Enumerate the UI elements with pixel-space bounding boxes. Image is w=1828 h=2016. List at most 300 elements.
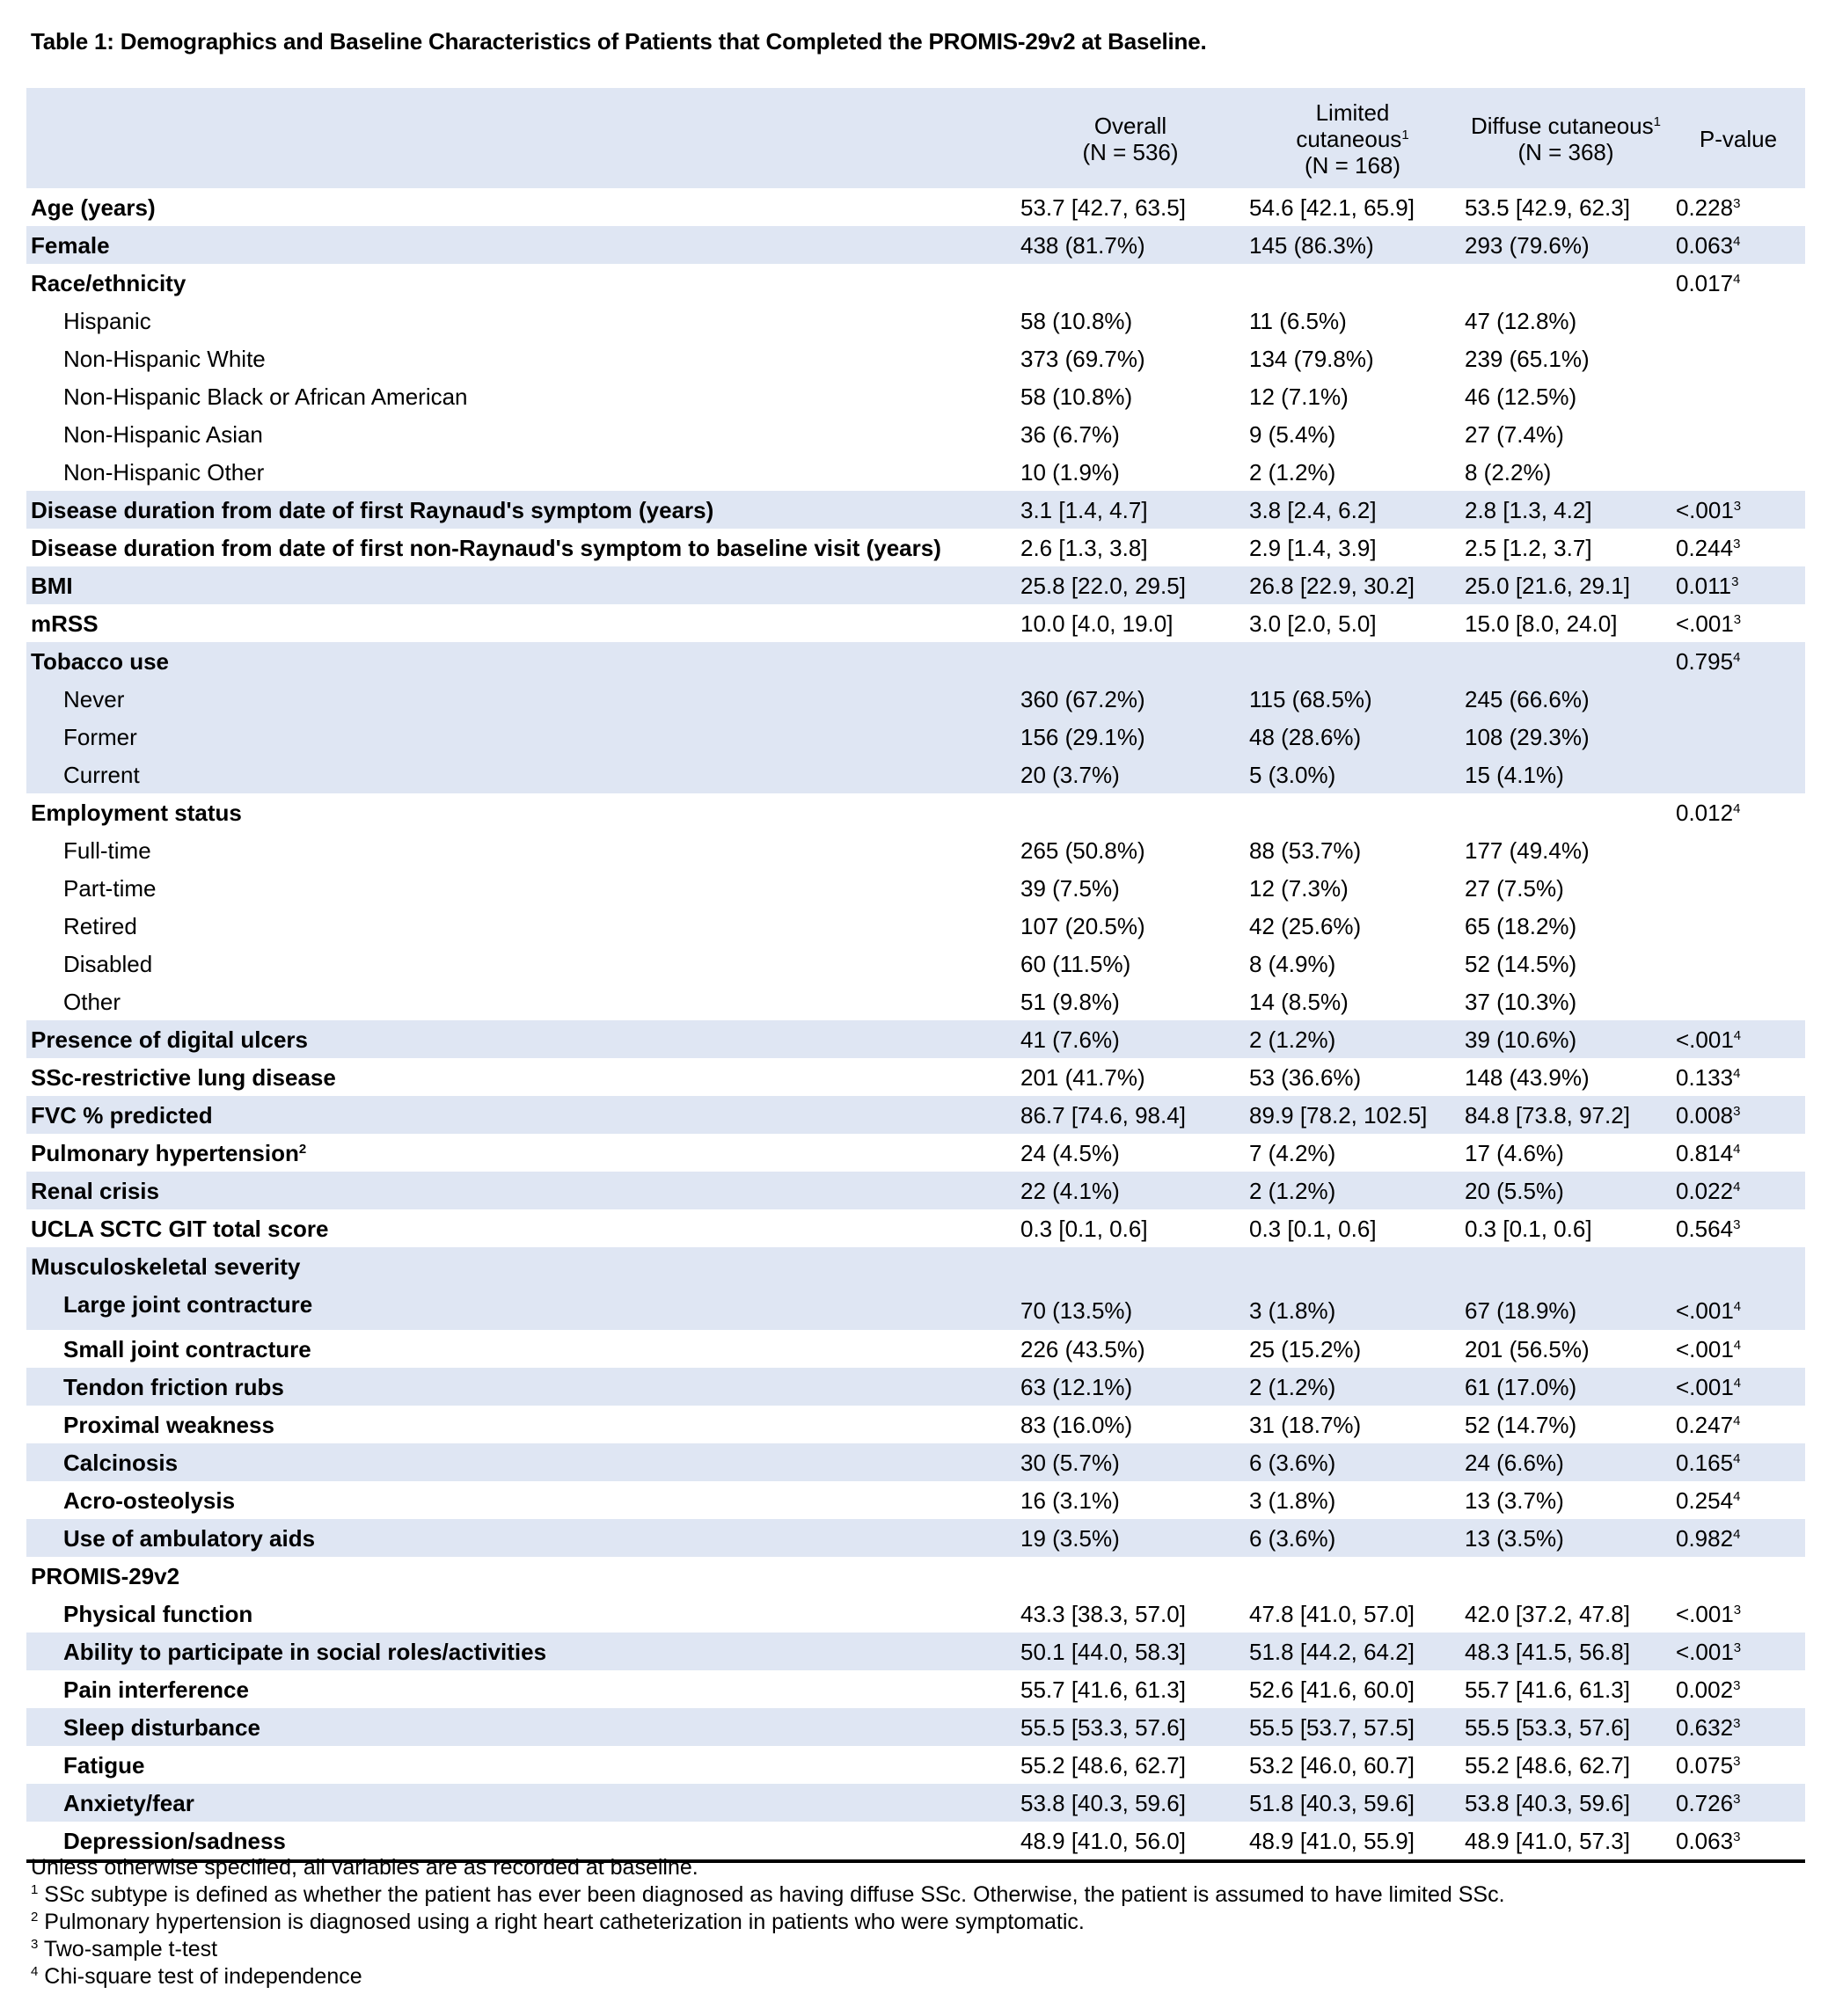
footnote-text: Chi-square test of independence <box>38 1964 362 1989</box>
table-row <box>26 1595 1805 1633</box>
cell-overall: 48.9 [41.0, 56.0] <box>1016 1822 1245 1861</box>
cell-diffuse: 17 (4.6%) <box>1465 1139 1564 1166</box>
row-label: Pulmonary hypertension$^2$ <box>31 1139 307 1166</box>
header-variable <box>26 88 1016 188</box>
cell-overall: 19 (3.5%) <box>1016 1519 1245 1557</box>
cell-limited: 11 (6.5%) <box>1249 307 1347 334</box>
cell-overall: 58 (10.8%) <box>1020 383 1133 410</box>
table-row <box>26 302 1805 340</box>
cell-limited: 5 (3.0%) <box>1245 756 1460 793</box>
test-marker: 3 <box>1733 195 1741 211</box>
table-row <box>26 982 1805 1020</box>
cell-pvalue: 0.564$^3$ <box>1676 1215 1741 1242</box>
cell-limited: 3 (1.8%) <box>1245 1247 1460 1330</box>
footnote-mark: 4 <box>31 1964 39 1979</box>
cell-overall: 265 (50.8%) <box>1020 836 1145 864</box>
cell-diffuse: 15 (4.1%) <box>1460 756 1671 793</box>
header-limited: Limited cutaneous$^1$ (N = 168) <box>1245 88 1460 188</box>
footnote <box>31 1936 1505 1963</box>
row-label: Anxiety/fear <box>26 1784 1016 1822</box>
table-notes <box>31 1854 1505 1990</box>
cell-pvalue: 0.022$^4$ <box>1671 1172 1805 1209</box>
table-row <box>26 869 1805 907</box>
header-diffuse: Diffuse cutaneous$^1$ (N = 368) <box>1460 88 1671 188</box>
cell-overall: 36 (6.7%) <box>1020 420 1120 448</box>
cell-limited: 0.3 [0.1, 0.6] <box>1249 1215 1377 1242</box>
test-marker: 4 <box>1733 1337 1742 1353</box>
cell-pvalue <box>1671 1557 1805 1595</box>
cell-pvalue: 0.008$^3$ <box>1671 1096 1805 1134</box>
cell-diffuse: 25.0 [21.6, 29.1] <box>1460 566 1671 604</box>
cell-diffuse <box>1460 642 1671 680</box>
cell-overall: 39 (7.5%) <box>1020 874 1120 902</box>
cell-diffuse: 52 (14.7%) <box>1465 1411 1577 1438</box>
table-row <box>26 188 1805 226</box>
cell-pvalue: 0.017$^4$ <box>1676 269 1741 296</box>
cell-pvalue <box>1671 869 1805 907</box>
cell-overall: 55.7 [41.6, 61.3] <box>1020 1676 1186 1703</box>
test-marker: 4 <box>1733 1179 1741 1194</box>
cell-diffuse: 27 (7.4%) <box>1465 420 1564 448</box>
test-marker: 4 <box>1733 649 1741 665</box>
test-marker: 3 <box>1733 1753 1741 1769</box>
footnote-text: SSc subtype is defined as whether the patient has ever been diagnosed as having diffuse SSc. Otherwise, the patient is assumed to have limited SSc. <box>38 1882 1505 1907</box>
cell-diffuse: 13 (3.5%) <box>1460 1519 1671 1557</box>
row-label: mRSS <box>31 610 99 637</box>
cell-limited: 3.8 [2.4, 6.2] <box>1245 491 1460 529</box>
cell-diffuse <box>1460 264 1671 302</box>
table-row <box>26 1096 1805 1134</box>
table-row <box>26 1670 1805 1708</box>
table-row <box>26 1368 1805 1406</box>
cell-overall: 438 (81.7%) <box>1016 226 1245 264</box>
test-marker: 4 <box>1733 1375 1742 1391</box>
cell-limited: 55.5 [53.7, 57.5] <box>1245 1708 1460 1746</box>
cell-pvalue: 0.063$^4$ <box>1671 226 1805 264</box>
row-label: Tendon friction rubs <box>26 1368 1016 1406</box>
cell-limited: 31 (18.7%) <box>1249 1411 1362 1438</box>
header-pvalue: P-value <box>1671 88 1805 188</box>
sub-label: Large joint contracture <box>63 1291 313 1318</box>
cell-diffuse: 239 (65.1%) <box>1465 345 1590 372</box>
cell-overall: 201 (41.7%) <box>1020 1063 1145 1091</box>
cell-diffuse: 15.0 [8.0, 24.0] <box>1465 610 1618 637</box>
cell-overall: 55.5 [53.3, 57.6] <box>1016 1708 1245 1746</box>
cell-overall: 51 (9.8%) <box>1020 988 1120 1015</box>
table-row <box>26 453 1805 491</box>
cell-diffuse: 48.3 [41.5, 56.8] <box>1460 1633 1671 1670</box>
footnote-marker: 2 <box>298 1141 307 1157</box>
cell-pvalue <box>1671 302 1805 340</box>
row-label: Age (years) <box>31 194 156 221</box>
cell-diffuse: 108 (29.3%) <box>1460 718 1671 756</box>
cell-pvalue: $<.001^3$ <box>1676 610 1742 637</box>
footnote <box>31 1963 1505 1990</box>
cell-limited: 7 (4.2%) <box>1249 1139 1336 1166</box>
cell-pvalue <box>1671 340 1805 377</box>
cell-overall: 24 (4.5%) <box>1020 1139 1120 1166</box>
cell-pvalue: 0.254$^4$ <box>1676 1486 1741 1514</box>
cell-limited: 145 (86.3%) <box>1245 226 1460 264</box>
cell-limited: 115 (68.5%) <box>1245 680 1460 718</box>
cell-limited <box>1245 642 1460 680</box>
footnote-text: Pulmonary hypertension is diagnosed using a right heart catheterization in patients who were symptomatic. <box>38 1910 1085 1934</box>
cell-limited: 6 (3.6%) <box>1245 1519 1460 1557</box>
table-row <box>26 1633 1805 1670</box>
cell-overall <box>1016 1557 1245 1595</box>
test-marker: 3 <box>1733 536 1741 551</box>
footnote-mark: 1 <box>31 1882 39 1897</box>
cell-diffuse: 177 (49.4%) <box>1465 836 1590 864</box>
demographics-table <box>26 88 1805 1863</box>
cell-limited: 3.0 [2.0, 5.0] <box>1249 610 1377 637</box>
cell-limited: 51.8 [44.2, 64.2] <box>1245 1633 1460 1670</box>
cell-limited <box>1245 1557 1460 1595</box>
cell-limited: 51.8 [40.3, 59.6] <box>1245 1784 1460 1822</box>
row-label: Renal crisis <box>26 1172 1016 1209</box>
cell-diffuse: 39 (10.6%) <box>1460 1020 1671 1058</box>
row-label: Proximal weakness <box>63 1411 274 1438</box>
cell-limited: 88 (53.7%) <box>1249 836 1362 864</box>
cell-overall: 83 (16.0%) <box>1020 1411 1133 1438</box>
cell-overall <box>1016 642 1245 680</box>
row-label: Former <box>26 718 1016 756</box>
cell-diffuse: 37 (10.3%) <box>1465 988 1577 1015</box>
cell-overall <box>1016 264 1245 302</box>
cell-pvalue <box>1671 415 1805 453</box>
cell-pvalue: 0.075$^3$ <box>1676 1751 1741 1779</box>
cell-overall: 360 (67.2%) <box>1016 680 1245 718</box>
cell-limited: 25 (15.2%) <box>1249 1335 1362 1362</box>
cell-diffuse: 293 (79.6%) <box>1460 226 1671 264</box>
row-label: Ability to participate in social roles/activities <box>26 1633 1016 1670</box>
cell-overall: 16 (3.1%) <box>1020 1486 1120 1514</box>
cell-limited: 53.2 [46.0, 60.7] <box>1249 1751 1415 1779</box>
footnote-list <box>31 1881 1505 1990</box>
cell-overall: 156 (29.1%) <box>1016 718 1245 756</box>
footnote <box>31 1881 1505 1909</box>
cell-pvalue: 0.063$^3$ <box>1671 1822 1805 1861</box>
test-marker: 3 <box>1733 1829 1741 1844</box>
cell-overall: 70 (13.5%) <box>1016 1247 1245 1330</box>
row-label: Non-Hispanic Asian <box>63 420 263 448</box>
cell-pvalue <box>1671 718 1805 756</box>
test-marker: 3 <box>1733 1216 1741 1232</box>
cell-overall: 3.1 [1.4, 4.7] <box>1016 491 1245 529</box>
cell-diffuse: 2.5 [1.2, 3.7] <box>1465 534 1592 561</box>
row-label: Hispanic <box>63 307 151 334</box>
cell-pvalue: 0.244$^3$ <box>1676 534 1741 561</box>
row-label: Depression/sadness <box>26 1822 1016 1861</box>
cell-diffuse: 48.9 [41.0, 57.3] <box>1460 1822 1671 1861</box>
note-general: Unless otherwise specified, all variables are as recorded at baseline. <box>31 1855 698 1880</box>
table-row <box>26 907 1805 945</box>
cell-diffuse: 245 (66.6%) <box>1460 680 1671 718</box>
cell-diffuse <box>1460 1557 1671 1595</box>
cell-overall: 55.2 [48.6, 62.7] <box>1020 1751 1186 1779</box>
cell-overall <box>1016 793 1245 831</box>
table-row <box>26 756 1805 793</box>
table-row <box>26 226 1805 264</box>
footnote-mark: 2 <box>31 1910 39 1925</box>
cell-diffuse: 53.5 [42.9, 62.3] <box>1465 194 1630 221</box>
row-label: SSc-restrictive lung disease <box>31 1063 336 1091</box>
cell-pvalue <box>1671 453 1805 491</box>
test-marker: 3 <box>1733 1103 1741 1119</box>
cell-limited: 6 (3.6%) <box>1245 1443 1460 1481</box>
cell-limited: 8 (4.9%) <box>1249 950 1336 977</box>
cell-limited: 2 (1.2%) <box>1245 1020 1460 1058</box>
cell-limited: 2 (1.2%) <box>1245 1368 1460 1406</box>
header-overall: Overall (N = 536) <box>1016 88 1245 188</box>
cell-diffuse: 13 (3.7%) <box>1465 1486 1564 1514</box>
row-label: Physical function <box>63 1600 253 1627</box>
cell-limited: 12 (7.3%) <box>1249 874 1349 902</box>
row-label: Disease duration from date of first non-Raynaud's symptom to baseline visit (years) <box>31 534 941 561</box>
cell-limited: 42 (25.6%) <box>1249 912 1362 939</box>
cell-overall: 10 (1.9%) <box>1020 458 1120 486</box>
table-row <box>26 680 1805 718</box>
table-row <box>26 718 1805 756</box>
table-row <box>26 1481 1805 1519</box>
table-row <box>26 1058 1805 1096</box>
table-row <box>26 377 1805 415</box>
test-marker: 3 <box>1733 1715 1741 1731</box>
row-label: Full-time <box>63 836 151 864</box>
cell-pvalue: 0.814$^4$ <box>1676 1139 1741 1166</box>
cell-diffuse: 46 (12.5%) <box>1465 383 1577 410</box>
cell-pvalue: 0.002$^3$ <box>1676 1676 1741 1703</box>
cell-limited: 26.8 [22.9, 30.2] <box>1245 566 1460 604</box>
row-label: Race/ethnicity <box>31 269 186 296</box>
cell-pvalue: 0.632$^3$ <box>1671 1708 1805 1746</box>
table-row <box>26 529 1805 566</box>
cell-pvalue: 0.982$^4$ <box>1671 1519 1805 1557</box>
cell-pvalue <box>1671 945 1805 982</box>
cell-pvalue <box>1671 982 1805 1020</box>
table-title: Table 1: Demographics and Baseline Characteristics of Patients that Completed the PROMIS-29v2 at Baseline. <box>31 28 1207 55</box>
test-marker: 3 <box>1733 498 1742 514</box>
cell-diffuse: 20 (5.5%) <box>1460 1172 1671 1209</box>
cell-pvalue: 0.247$^4$ <box>1676 1411 1741 1438</box>
cell-overall: 107 (20.5%) <box>1020 912 1145 939</box>
row-label: Non-Hispanic Other <box>63 458 265 486</box>
cell-pvalue: $<.001^3$ <box>1676 1600 1742 1627</box>
footnote-text: Two-sample t-test <box>38 1937 218 1961</box>
test-marker: 4 <box>1733 1027 1742 1043</box>
row-label: Retired <box>63 912 137 939</box>
cell-overall: 60 (11.5%) <box>1020 950 1131 977</box>
cell-limited: 52.6 [41.6, 60.0] <box>1249 1676 1415 1703</box>
cell-pvalue: $<.001^4$ <box>1671 1368 1805 1406</box>
row-label: FVC % predicted <box>26 1096 1016 1134</box>
cell-overall: 50.1 [44.0, 58.3] <box>1016 1633 1245 1670</box>
cell-diffuse: 55.2 [48.6, 62.7] <box>1465 1751 1630 1779</box>
row-label: Never <box>26 680 1016 718</box>
group-label: Musculoskeletal severity <box>31 1253 301 1280</box>
row-label: Other <box>63 988 121 1015</box>
row-label: Presence of digital ulcers <box>26 1020 1016 1058</box>
cell-overall: 22 (4.1%) <box>1016 1172 1245 1209</box>
cell-diffuse: 201 (56.5%) <box>1465 1335 1590 1362</box>
row-label: Disease duration from date of first Raynaud's symptom (years) <box>26 491 1016 529</box>
cell-overall: 10.0 [4.0, 19.0] <box>1020 610 1174 637</box>
table-row <box>26 264 1805 302</box>
cell-pvalue: 0.228$^3$ <box>1676 194 1741 221</box>
cell-overall: 2.6 [1.3, 3.8] <box>1020 534 1148 561</box>
cell-limited: 53 (36.6%) <box>1249 1063 1362 1091</box>
table-row <box>26 1406 1805 1443</box>
table-row <box>26 1247 1805 1330</box>
table-row <box>26 340 1805 377</box>
row-label: Female <box>26 226 1016 264</box>
table-row <box>26 1020 1805 1058</box>
cell-pvalue <box>1671 680 1805 718</box>
row-label: Disabled <box>63 950 153 977</box>
test-marker: 4 <box>1733 233 1741 249</box>
row-label: Non-Hispanic Black or African American <box>63 383 468 410</box>
table-row <box>26 604 1805 642</box>
cell-pvalue <box>1671 831 1805 869</box>
cell-diffuse: 2.8 [1.3, 4.2] <box>1460 491 1671 529</box>
cell-limited: 47.8 [41.0, 57.0] <box>1249 1600 1415 1627</box>
row-label: Pain interference <box>63 1676 249 1703</box>
table-row <box>26 945 1805 982</box>
cell-diffuse: 84.8 [73.8, 97.2] <box>1460 1096 1671 1134</box>
row-label: Current <box>26 756 1016 793</box>
test-marker: 3 <box>1733 1677 1741 1693</box>
cell-limited: 48 (28.6%) <box>1245 718 1460 756</box>
row-label: Tobacco use <box>26 642 1016 680</box>
table-row <box>26 491 1805 529</box>
table-row <box>26 1746 1805 1784</box>
table-row <box>26 1330 1805 1368</box>
footnote <box>31 1909 1505 1936</box>
cell-overall: 53.7 [42.7, 63.5] <box>1020 194 1186 221</box>
test-marker: 4 <box>1733 1526 1741 1542</box>
test-marker: 3 <box>1733 1640 1742 1655</box>
table-row <box>26 1708 1805 1746</box>
table-body <box>26 188 1805 1861</box>
row-label: Non-Hispanic White <box>63 345 266 372</box>
cell-limited: 48.9 [41.0, 55.9] <box>1245 1822 1460 1861</box>
test-marker: 4 <box>1733 800 1741 816</box>
cell-pvalue: $<.001^3$ <box>1671 1633 1805 1670</box>
table-row <box>26 415 1805 453</box>
test-marker: 3 <box>1733 611 1742 627</box>
row-label: Part-time <box>63 874 157 902</box>
cell-diffuse: 55.5 [53.3, 57.6] <box>1460 1708 1671 1746</box>
table-row <box>26 1209 1805 1247</box>
cell-diffuse: 55.7 [41.6, 61.3] <box>1465 1676 1630 1703</box>
cell-overall: 373 (69.7%) <box>1020 345 1145 372</box>
table-row <box>26 566 1805 604</box>
cell-limited: 12 (7.1%) <box>1249 383 1349 410</box>
cell-pvalue: $<.001^3$ <box>1671 491 1805 529</box>
row-label: Acro-osteolysis <box>63 1486 236 1514</box>
cell-diffuse: 0.3 [0.1, 0.6] <box>1465 1215 1592 1242</box>
cell-limited: 89.9 [78.2, 102.5] <box>1245 1096 1460 1134</box>
cell-diffuse: 148 (43.9%) <box>1465 1063 1590 1091</box>
cell-diffuse <box>1460 793 1671 831</box>
cell-limited: 2 (1.2%) <box>1249 458 1336 486</box>
cell-limited <box>1245 264 1460 302</box>
cell-overall: 63 (12.1%) <box>1016 1368 1245 1406</box>
cell-diffuse: 8 (2.2%) <box>1465 458 1552 486</box>
cell-diffuse: 27 (7.5%) <box>1465 874 1564 902</box>
test-marker: 4 <box>1733 1065 1741 1081</box>
test-marker: 3 <box>1731 573 1739 589</box>
cell-overall: 30 (5.7%) <box>1016 1443 1245 1481</box>
cell-overall: 53.8 [40.3, 59.6] <box>1016 1784 1245 1822</box>
cell-diffuse: 65 (18.2%) <box>1465 912 1577 939</box>
cell-diffuse: 67 (18.9%) <box>1460 1247 1671 1330</box>
table-row <box>26 1784 1805 1822</box>
table-row <box>26 642 1805 680</box>
cell-pvalue: $<.001^4$ <box>1671 1020 1805 1058</box>
cell-limited: 3 (1.8%) <box>1249 1486 1336 1514</box>
cell-limited: 2.9 [1.4, 3.9] <box>1249 534 1377 561</box>
table-row <box>26 831 1805 869</box>
row-label: Small joint contracture <box>63 1335 311 1362</box>
cell-pvalue: 0.165$^4$ <box>1671 1443 1805 1481</box>
cell-pvalue <box>1671 907 1805 945</box>
cell-overall: 20 (3.7%) <box>1016 756 1245 793</box>
test-marker: 4 <box>1733 1413 1741 1428</box>
row-label: BMI <box>26 566 1016 604</box>
table-row <box>26 793 1805 831</box>
cell-overall: 25.8 [22.0, 29.5] <box>1016 566 1245 604</box>
test-marker: 4 <box>1733 1141 1741 1157</box>
cell-diffuse: 52 (14.5%) <box>1465 950 1577 977</box>
test-marker: 4 <box>1733 1488 1741 1504</box>
table-row <box>26 1172 1805 1209</box>
row-label: Use of ambulatory aids <box>26 1519 1016 1557</box>
cell-limited: 2 (1.2%) <box>1245 1172 1460 1209</box>
cell-pvalue <box>1671 756 1805 793</box>
cell-pvalue: 0.795$^4$ <box>1671 642 1805 680</box>
cell-diffuse: 42.0 [37.2, 47.8] <box>1465 1600 1630 1627</box>
table-row <box>26 1519 1805 1557</box>
cell-diffuse: 47 (12.8%) <box>1465 307 1577 334</box>
table-header <box>26 88 1805 188</box>
test-marker: 4 <box>1733 1299 1742 1314</box>
test-marker: 3 <box>1733 1791 1741 1807</box>
cell-overall: 86.7 [74.6, 98.4] <box>1016 1096 1245 1134</box>
row-label: Employment status <box>31 799 242 826</box>
cell-diffuse: 61 (17.0%) <box>1460 1368 1671 1406</box>
cell-overall: 0.3 [0.1, 0.6] <box>1020 1215 1148 1242</box>
cell-pvalue <box>1671 377 1805 415</box>
cell-overall: 43.3 [38.3, 57.0] <box>1020 1600 1186 1627</box>
table-row <box>26 1443 1805 1481</box>
test-marker: 4 <box>1733 271 1741 287</box>
cell-overall: 58 (10.8%) <box>1020 307 1133 334</box>
cell-diffuse: 24 (6.6%) <box>1460 1443 1671 1481</box>
cell-overall: 226 (43.5%) <box>1020 1335 1145 1362</box>
cell-limited: 54.6 [42.1, 65.9] <box>1249 194 1415 221</box>
cell-limited: 134 (79.8%) <box>1249 345 1374 372</box>
cell-limited: 9 (5.4%) <box>1249 420 1336 448</box>
row-label <box>26 1247 1016 1330</box>
table-row <box>26 1557 1805 1595</box>
test-marker: 3 <box>1733 1602 1742 1618</box>
footnote-mark: 3 <box>31 1937 39 1952</box>
cell-pvalue: 0.726$^3$ <box>1671 1784 1805 1822</box>
cell-limited: 14 (8.5%) <box>1249 988 1349 1015</box>
row-label: UCLA SCTC GIT total score <box>31 1215 329 1242</box>
cell-pvalue: 0.133$^4$ <box>1676 1063 1741 1091</box>
